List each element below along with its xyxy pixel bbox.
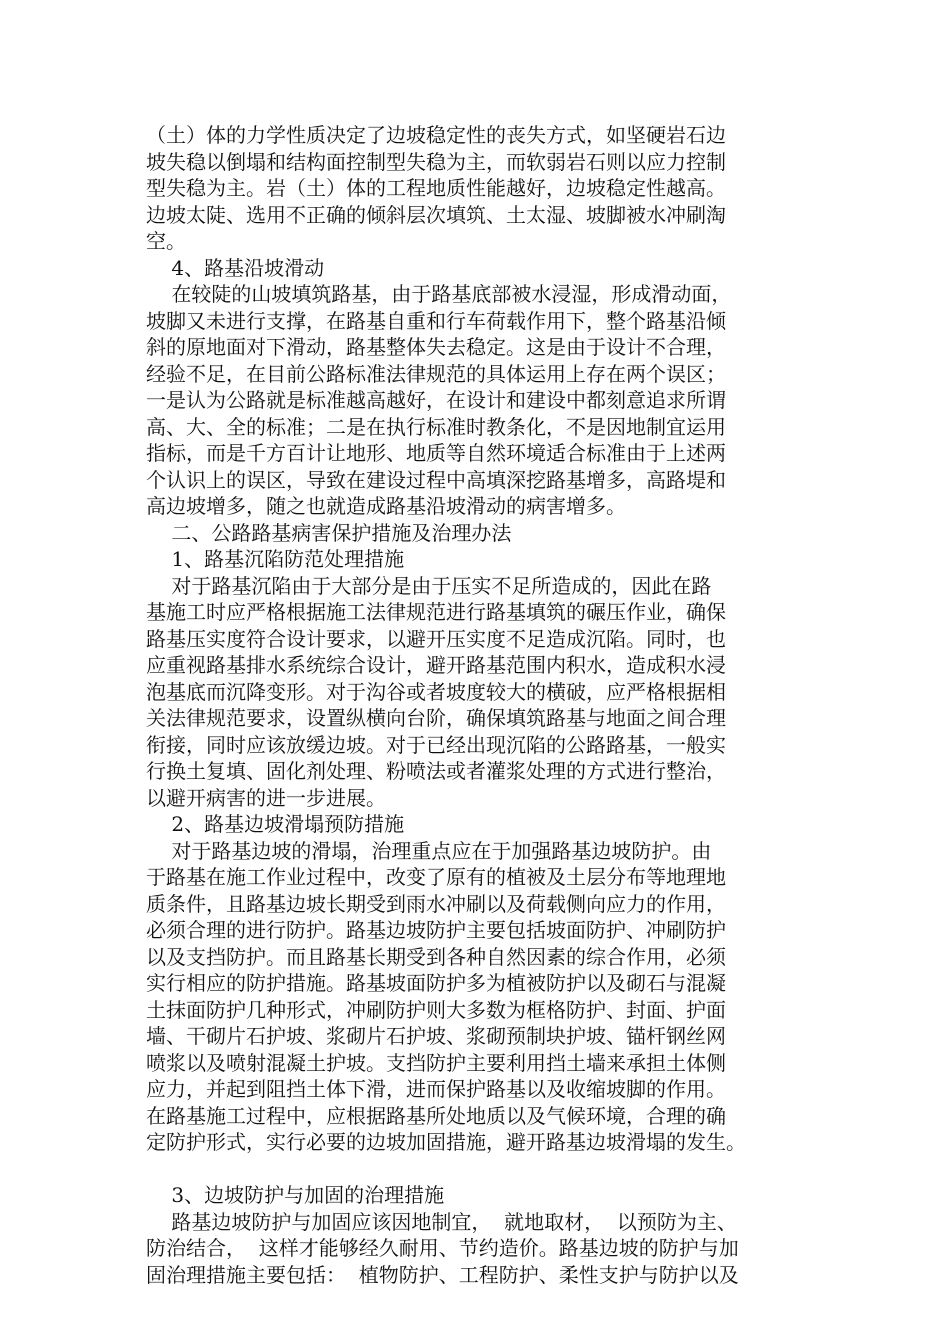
text-line: 基施工时应严格根据施工法律规范进行路基填筑的碾压作业，确保 [146,600,726,624]
text-line: 路基边坡防护与加固应该因地制宜， 就地取材， 以预防为主、 [146,1209,737,1234]
text-line: 3、边坡防护与加固的治理措施 [146,1183,445,1207]
text-line: 型失稳为主。岩（土）体的工程地质性能越好，边坡稳定性越高。 [146,176,726,200]
text-line: 高边坡增多，随之也就造成路基沿坡滑动的病害增多。 [146,494,626,518]
text-line: 防治结合， 这样才能够经久耐用、节约造价。路基边坡的防护与加 [146,1236,739,1260]
text-line: 在较陡的山坡填筑路基，由于路基底部被水浸湿，形成滑动面， [146,282,732,306]
text-line: 4、路基沿坡滑动 [146,255,325,280]
text-line: 应重视路基排水系统综合设计，避开路基范围内积水，造成积水浸 [146,653,726,677]
text-line: 坡脚又未进行支撑，在路基自重和行车荷载作用下，整个路基沿倾 [146,308,726,333]
text-line: 泡基底而沉降变形。对于沟谷或者坡度较大的横破，应严格根据相 [146,679,726,704]
text-line: 2、路基边坡滑塌预防措施 [146,812,405,836]
text-line: 定防护形式，实行必要的边坡加固措施，避开路基边坡滑塌的发生。 [146,1130,746,1154]
text-line: 1、路基沉陷防范处理措施 [146,547,405,571]
text-line: 必须合理的进行防护。路基边坡防护主要包括坡面防护、冲刷防护 [146,918,726,942]
text-line: 边坡太陡、选用不正确的倾斜层次填筑、土太湿、坡脚被水冲刷淘 [146,202,726,227]
text-line: 个认识上的误区，导致在建设过程中高填深挖路基增多，高路堤和 [146,467,726,492]
text-line: 二、公路路基病害保护措施及治理办法 [146,520,512,545]
text-line: 关法律规范要求，设置纵横向台阶，确保填筑路基与地面之间合理 [146,706,726,730]
text-line: 指标，而是千方百计让地形、地质等自然环境适合标准由于上述两 [146,441,726,465]
text-line: 固治理措施主要包括： 植物防护、工程防护、柔性支护与防护以及 [146,1262,739,1287]
text-line: 质条件，且路基边坡长期受到雨水冲刷以及荷载侧向应力的作用， [146,891,726,916]
text-line: 以及支挡防护。而且路基长期受到各种自然因素的综合作用，必须 [146,944,726,969]
text-line: 一是认为公路就是标准越高越好，在设计和建设中都刻意追求所谓 [146,388,726,412]
blank-line [146,1156,812,1183]
text-line: 在路基施工过程中，应根据路基所处地质以及气候环境，合理的确 [146,1103,726,1128]
text-line: 衔接，同时应该放缓边坡。对于已经出现沉陷的公路路基，一般实 [146,732,726,757]
text-line: 于路基在施工作业过程中，改变了原有的植被及土层分布等地理地 [146,865,726,889]
text-line: 喷浆以及喷射混凝土护坡。支挡防护主要利用挡土墙来承担土体侧 [146,1050,726,1075]
text-line: 高、大、全的标准；二是在执行标准时教条化，不是因地制宜运用 [146,414,726,439]
text-line: 以避开病害的进一步进展。 [146,785,386,810]
text-line: 行换土复填、固化剂处理、粉喷法或者灌浆处理的方式进行整治， [146,759,726,783]
text-line: （土）体的力学性质决定了边坡稳定性的丧失方式，如坚硬岩石边 [146,123,726,147]
text-line: 对于路基边坡的滑塌，治理重点应在于加强路基边坡防护。由 [146,838,712,863]
text-line: 土抹面防护几种形式，冲刷防护则大多数为框格防护、封面、护面 [146,997,726,1022]
text-line: 空。 [146,229,186,253]
text-line: 应力，并起到阻挡土体下滑，进而保护路基以及收缩坡脚的作用。 [146,1077,726,1101]
text-line: 实行相应的防护措施。路基坡面防护多为植被防护以及砌石与混凝 [146,971,726,995]
document-body [146,122,812,1288]
text-line: 路基压实度符合设计要求，以避开压实度不足造成沉陷。同时，也 [146,626,726,651]
text-line: 经验不足，在目前公路标准法律规范的具体运用上存在两个误区； [146,361,726,386]
text-line: 墙、干砌片石护坡、浆砌片石护坡、浆砌预制块护坡、锚杆钢丝网 [146,1024,726,1048]
text-line: 斜的原地面对下滑动，路基整体失去稳定。这是由于设计不合理， [146,335,726,359]
text-line: 对于路基沉陷由于大部分是由于压实不足所造成的，因此在路 [146,573,712,598]
text-line: 坡失稳以倒塌和结构面控制型失稳为主，而软弱岩石则以应力控制 [146,149,726,174]
